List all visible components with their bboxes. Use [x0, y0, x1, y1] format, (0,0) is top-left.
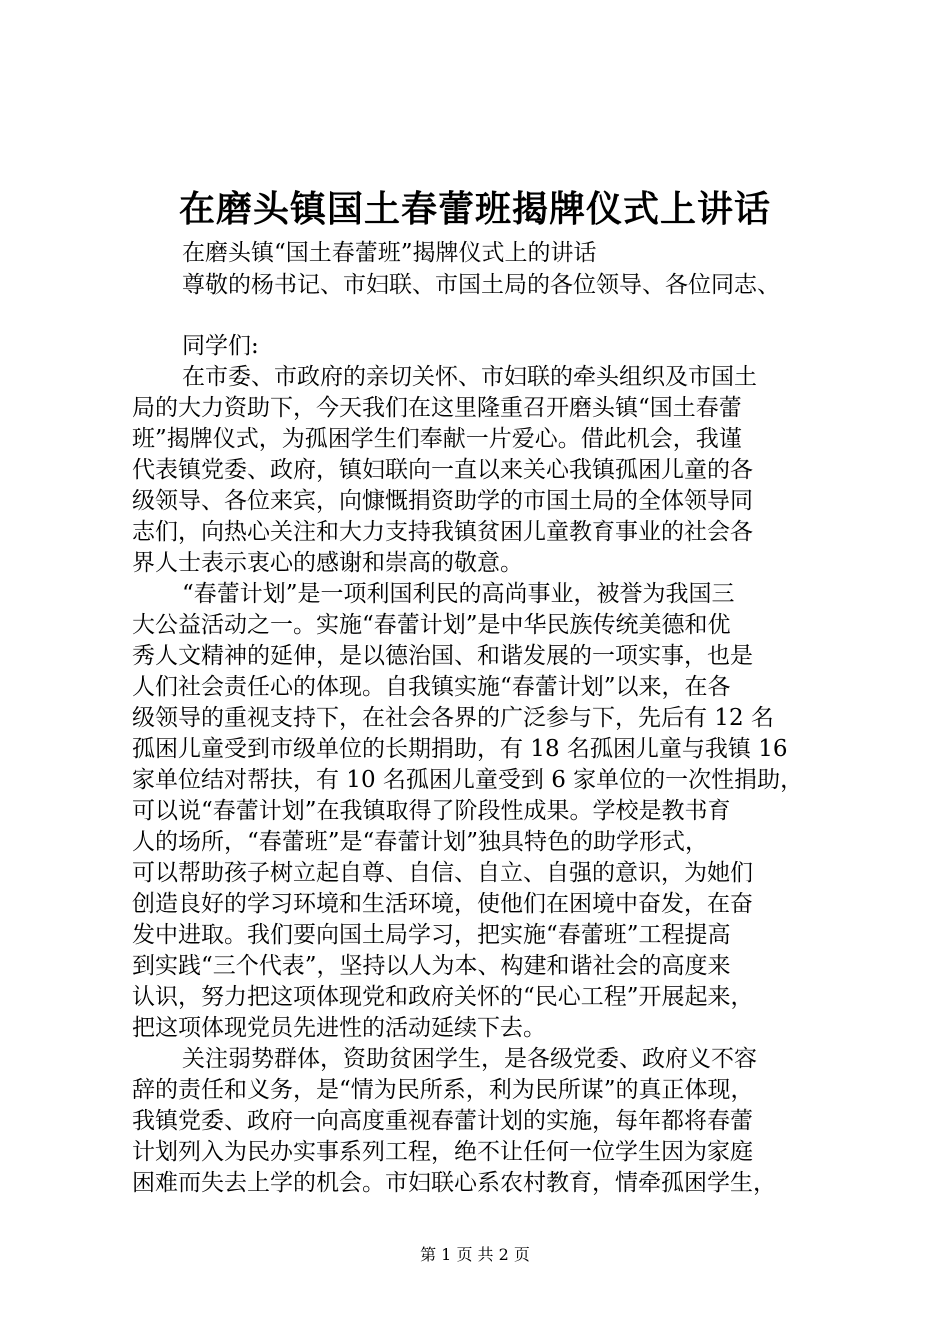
body-line: 局的大力资助下，今天我们在这里隆重召开磨头镇“国土春蕾	[132, 395, 742, 421]
body-line: 人们社会责任心的体现。自我镇实施“春蕾计划”以来，在各	[132, 674, 731, 700]
body-line: 人的场所，“春蕾班”是“春蕾计划”独具特色的助学形式，	[132, 829, 709, 855]
body-line: 可以帮助孩子树立起自尊、自信、自立、自强的意识，为她们	[132, 860, 753, 886]
speech-subtitle: 在磨头镇“国土春蕾班”揭牌仪式上的讲话	[182, 240, 597, 266]
page-footer: 第 1 页 共 2 页	[420, 1245, 530, 1264]
body-line: 计划列入为民办实事系列工程，绝不让任何一位学生因为家庭	[132, 1139, 753, 1165]
document-title: 在磨头镇国土春蕾班揭牌仪式上讲话	[178, 188, 771, 230]
body-line: 级领导、各位来宾，向慷慨捐资助学的市国土局的全体领导同	[132, 488, 753, 514]
body-line: “春蕾计划”是一项利国利民的高尚事业，被誉为我国三	[182, 581, 735, 607]
body-line: 在市委、市政府的亲切关怀、市妇联的牵头组织及市国土	[182, 364, 757, 390]
salutation-line: 同学们:	[182, 333, 259, 359]
body-line: 孤困儿童受到市级单位的长期捐助，有 18 名孤困儿童与我镇 16	[132, 736, 788, 762]
body-line: 界人士表示衷心的感谢和崇高的敬意。	[132, 550, 523, 576]
body-line: 大公益活动之一。实施“春蕾计划”是中华民族传统美德和优	[132, 612, 731, 638]
body-line: 关注弱势群体，资助贫困学生，是各级党委、政府义不容	[182, 1046, 757, 1072]
body-line: 秀人文精神的延伸，是以德治国、和谐发展的一项实事，也是	[132, 643, 753, 669]
body-line: 可以说“春蕾计划”在我镇取得了阶段性成果。学校是教书育	[132, 798, 731, 824]
salutation-line: 尊敬的杨书记、市妇联、市国土局的各位领导、各位同志、	[182, 272, 780, 298]
body-line: 班”揭牌仪式，为孤困学生们奉献一片爱心。借此机会，我谨	[132, 426, 742, 452]
body-line: 创造良好的学习环境和生活环境，使他们在困境中奋发，在奋	[132, 891, 753, 917]
body-line: 认识，努力把这项体现党和政府关怀的“民心工程”开展起来，	[132, 984, 754, 1010]
body-line: 级领导的重视支持下，在社会各界的广泛参与下，先后有 12 名	[132, 705, 774, 731]
body-line: 志们，向热心关注和大力支持我镇贫困儿童教育事业的社会各	[132, 519, 753, 545]
body-line: 代表镇党委、政府，镇妇联向一直以来关心我镇孤困儿童的各	[132, 457, 753, 483]
body-line: 到实践“三个代表”，坚持以人为本、构建和谐社会的高度来	[132, 953, 731, 979]
body-line: 困难而失去上学的机会。市妇联心系农村教育，情牵孤困学生，	[132, 1170, 776, 1196]
body-line: 发中进取。我们要向国土局学习，把实施“春蕾班”工程提高	[132, 922, 731, 948]
body-line: 我镇党委、政府一向高度重视春蕾计划的实施，每年都将春蕾	[132, 1108, 753, 1134]
body-line: 辞的责任和义务，是“情为民所系，利为民所谋”的真正体现，	[132, 1077, 754, 1103]
body-line: 把这项体现党员先进性的活动延续下去。	[132, 1015, 546, 1041]
body-line: 家单位结对帮扶，有 10 名孤困儿童受到 6 家单位的一次性捐助，	[132, 767, 804, 793]
